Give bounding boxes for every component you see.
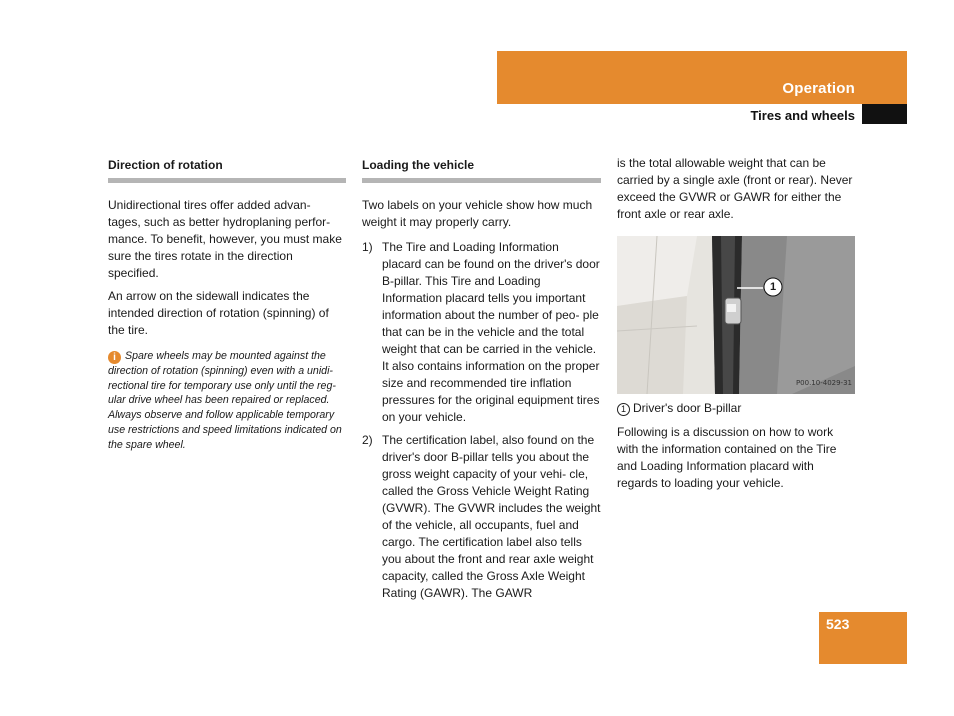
subsection-title: Tires and wheels (750, 108, 855, 123)
section-header-bar (497, 51, 907, 104)
paragraph-two-labels: Two labels on your vehicle show how much weight it may properly carry. (362, 198, 593, 229)
spare-wheel-note (108, 349, 346, 452)
list-item (362, 239, 601, 426)
list-item (362, 432, 601, 602)
callout-number-1: 1 (769, 281, 777, 293)
list-number: 1) (362, 240, 373, 254)
column-direction-of-rotation (108, 157, 346, 452)
photo-illustration (617, 236, 855, 394)
paragraph-gawr-continued: is the total allowable weight that can be carried by a single axle (front or rear). Never exceed the GVWR or GAWR for either the front axle or rear axle. (617, 156, 853, 221)
column-loading-vehicle (362, 157, 601, 608)
paragraph-sidewall-arrow: An arrow on the sidewall indicates the intended direction of rotation (spinning) of the tire. (108, 289, 329, 337)
section-title: Operation (782, 80, 855, 97)
caption-text: Driver's door B-pillar (633, 401, 742, 415)
heading-direction-of-rotation: Direction of rotation (108, 157, 346, 183)
photo-code: P00.10-4029-31 (795, 379, 852, 387)
page-number: 523 (826, 616, 850, 632)
note-text: Spare wheels may be mounted against the direction of rotation (spinning) even with a unidi- rectional tire for temporary use only until the reg- ular drive wheel has been repaired or replaced. Always observe and follow applicable temporary use restrictions and speed limitations indicated on the spare wheel. (108, 350, 342, 451)
list-text: The certification label, also found on the driver's door B-pillar tells you about the gross weight capacity of your vehi- cle, called the Gross Vehicle Weight Rating (GVWR). The GVWR includes the weight of the vehicle, all occupants, fuel and cargo. The certification label also tells you about the front and rear axle weight capacity, called the Gross Axle Weight Rating (GAWR). The GAWR (382, 433, 601, 600)
caption-badge: 1 (617, 403, 630, 416)
list-number: 2) (362, 433, 373, 447)
list-text: The Tire and Loading Information placard can be found on the driver's door B-pillar. This Tire and Loading Information placard tells you important information about the number of peo- ple that can be in the vehicle and the total weight that can be carried in the vehicle. It also contains information on the proper size and recommended tire inflation pressures for the original equipment tires on your vehicle. (382, 240, 600, 424)
info-icon: i (108, 351, 121, 364)
paragraph-unidirectional: Unidirectional tires offer added advan- tages, such as better hydroplaning perfor- mance. To benefit, however, you must make sure the tires rotate in the direction specified. (108, 198, 342, 280)
header-tab-marker (862, 104, 907, 124)
heading-loading-vehicle: Loading the vehicle (362, 157, 601, 183)
door-b-pillar-photo (617, 236, 855, 394)
column-gawr-continued (617, 155, 855, 498)
photo-caption (617, 400, 855, 417)
paragraph-following-discussion: Following is a discussion on how to work with the information contained on the Tire and Loading Information placard with regards to loading your vehicle. (617, 425, 837, 490)
page-number-box (819, 612, 907, 664)
